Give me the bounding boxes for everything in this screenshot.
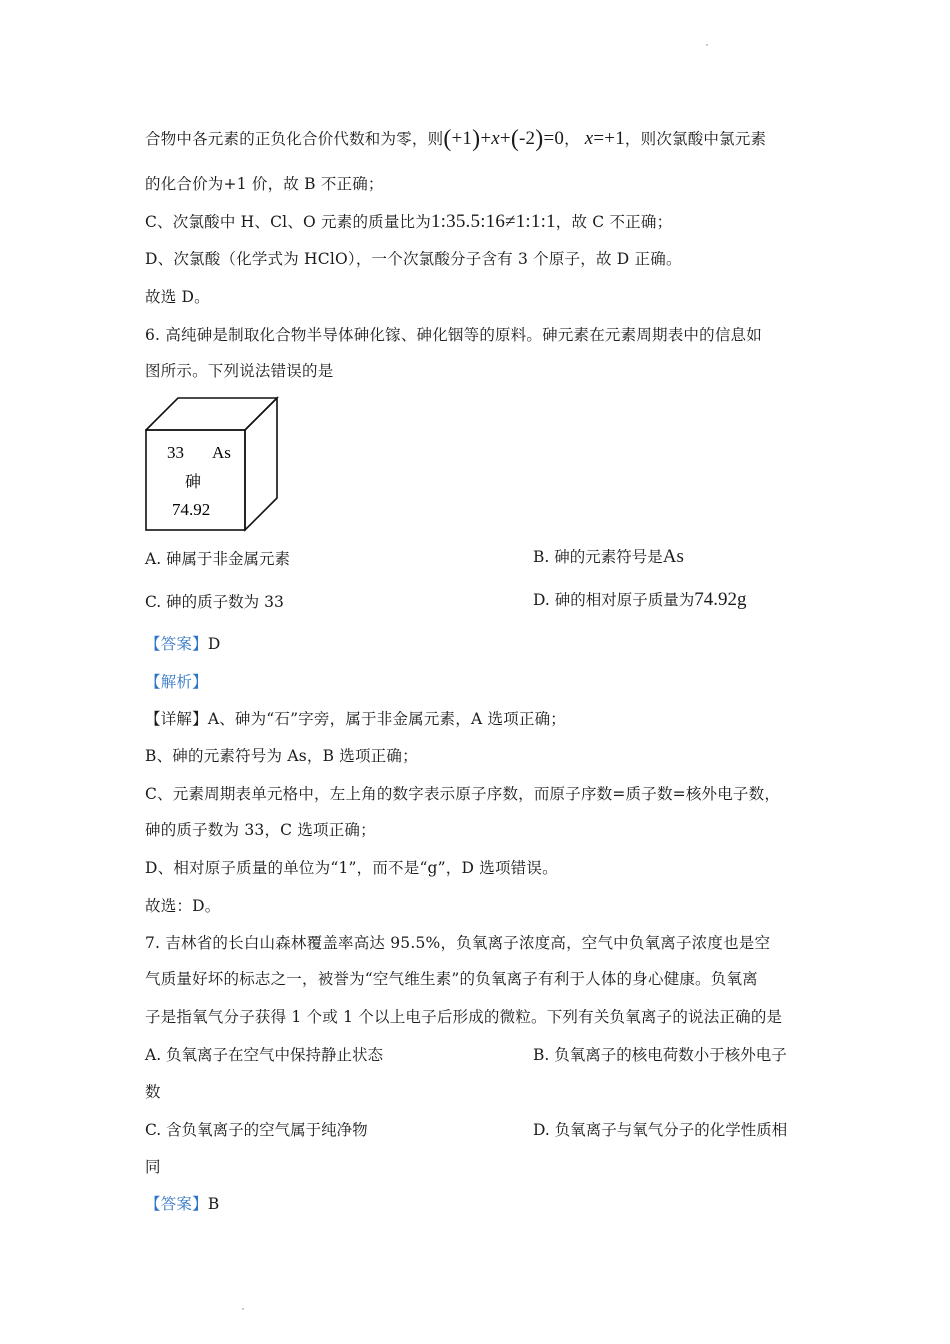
text-segment: ，故 C 不正确； — [555, 213, 673, 231]
math-op: + — [499, 128, 511, 149]
q7-option-d: D. 负氧离子与氧气分子的化学性质相 — [533, 1121, 788, 1139]
detail-line-2: B、砷的元素符号为 As，B 选项正确； — [145, 747, 418, 765]
math-term: =0 — [543, 128, 565, 149]
text-segment: ，则次氯酸中氯元素 — [624, 130, 767, 148]
q7-option-a: A. 负氧离子在空气中保持静止状态 — [145, 1046, 384, 1064]
math-ratio: 1:35.5:16≠1:1:1 — [430, 211, 556, 232]
math-expression: (+1)+x+(-2)=0 — [443, 126, 565, 152]
paragraph-line-4: D、次氯酸（化学式为 HClO），一个次氯酸分子含有 3 个原子，故 D 正确。 — [145, 250, 682, 268]
math-term: =+1 — [593, 128, 625, 149]
detail-line-1 — [145, 707, 566, 731]
paragraph-line-1 — [145, 127, 766, 151]
detail-line-4: 砷的质子数为 33，C 选项正确； — [145, 821, 376, 839]
question-6-line-1: 6. 高纯砷是制取化合物半导体砷化镓、砷化铟等的原料。砷元素在元素周期表中的信息如 — [145, 326, 762, 344]
q7-answer — [145, 1192, 219, 1216]
text-segment: B. 砷的元素符号是 — [533, 548, 663, 566]
text-segment: D. 砷的相对原子质量为 — [533, 591, 695, 609]
math-term: +1 — [451, 128, 473, 149]
atomic-number: 33 — [167, 443, 184, 462]
text-segment: ， — [564, 130, 580, 148]
element-symbol: As — [212, 443, 231, 462]
q7-option-d-continued: 同 — [145, 1158, 161, 1176]
scan-dot — [706, 44, 708, 46]
q6-option-d — [533, 588, 746, 612]
paragraph-line-3 — [145, 210, 672, 234]
detail-line-3: C、元素周期表单元格中，左上角的数字表示原子序数，而原子序数=质子数=核外电子数， — [145, 785, 781, 803]
question-7-line-2: 气质量好坏的标志之一，被誉为“空气维生素”的负氧离子有利于人体的身心健康。负氧离 — [145, 970, 758, 988]
element-cube-figure — [145, 396, 280, 532]
element-name: 砷 — [185, 472, 202, 491]
atomic-mass: 74.92 — [172, 500, 211, 519]
question-6-line-2: 图所示。下列说法错误的是 — [145, 362, 334, 380]
paragraph-line-5: 故选 D。 — [145, 288, 210, 306]
q7-option-c: C. 含负氧离子的空气属于纯净物 — [145, 1121, 368, 1139]
analysis-tag: 【解析】 — [145, 673, 208, 691]
q6-option-c: C. 砷的质子数为 33 — [145, 593, 284, 611]
q6-answer — [145, 632, 220, 656]
math-term: -2 — [519, 128, 536, 149]
math-expression — [580, 128, 625, 149]
q6-option-a: A. 砷属于非金属元素 — [145, 550, 291, 568]
answer-value: B — [207, 1195, 220, 1213]
math-value: 74.92g — [694, 589, 747, 610]
detail-line-6: 故选：D。 — [145, 897, 221, 915]
text-segment: 合物中各元素的正负化合价代数和为零，则 — [145, 130, 444, 148]
paragraph-line-2: 的化合价为+1 价，故 B 不正确； — [145, 175, 384, 193]
q6-option-b — [533, 545, 684, 569]
text-segment: C、次氯酸中 H、Cl、O 元素的质量比为 — [145, 213, 431, 231]
question-7-line-3: 子是指氧气分子获得 1 个或 1 个以上电子后形成的微粒。下列有关负氧离子的说法正确的是 — [145, 1008, 783, 1026]
math-symbol: As — [662, 546, 684, 567]
math-op: + — [480, 128, 492, 149]
detail-tag: 【详解】 — [145, 710, 208, 728]
math-var: x — [491, 128, 500, 149]
detail-line-5: D、相对原子质量的单位为“1”，而不是“g”，D 选项错误。 — [145, 859, 558, 877]
answer-tag: 【答案】 — [145, 635, 208, 653]
q7-option-b-continued: 数 — [145, 1083, 161, 1101]
q7-option-b: B. 负氧离子的核电荷数小于核外电子 — [533, 1046, 787, 1064]
answer-value: D — [207, 635, 221, 653]
math-var: x — [584, 128, 594, 149]
scan-dot — [242, 1308, 244, 1310]
question-7-line-1: 7. 吉林省的长白山森林覆盖率高达 95.5%，负氧离子浓度高，空气中负氧离子浓度也是空 — [145, 934, 771, 952]
answer-tag: 【答案】 — [145, 1195, 208, 1213]
text-segment: A、砷为“石”字旁，属于非金属元素，A 选项正确； — [207, 710, 566, 728]
